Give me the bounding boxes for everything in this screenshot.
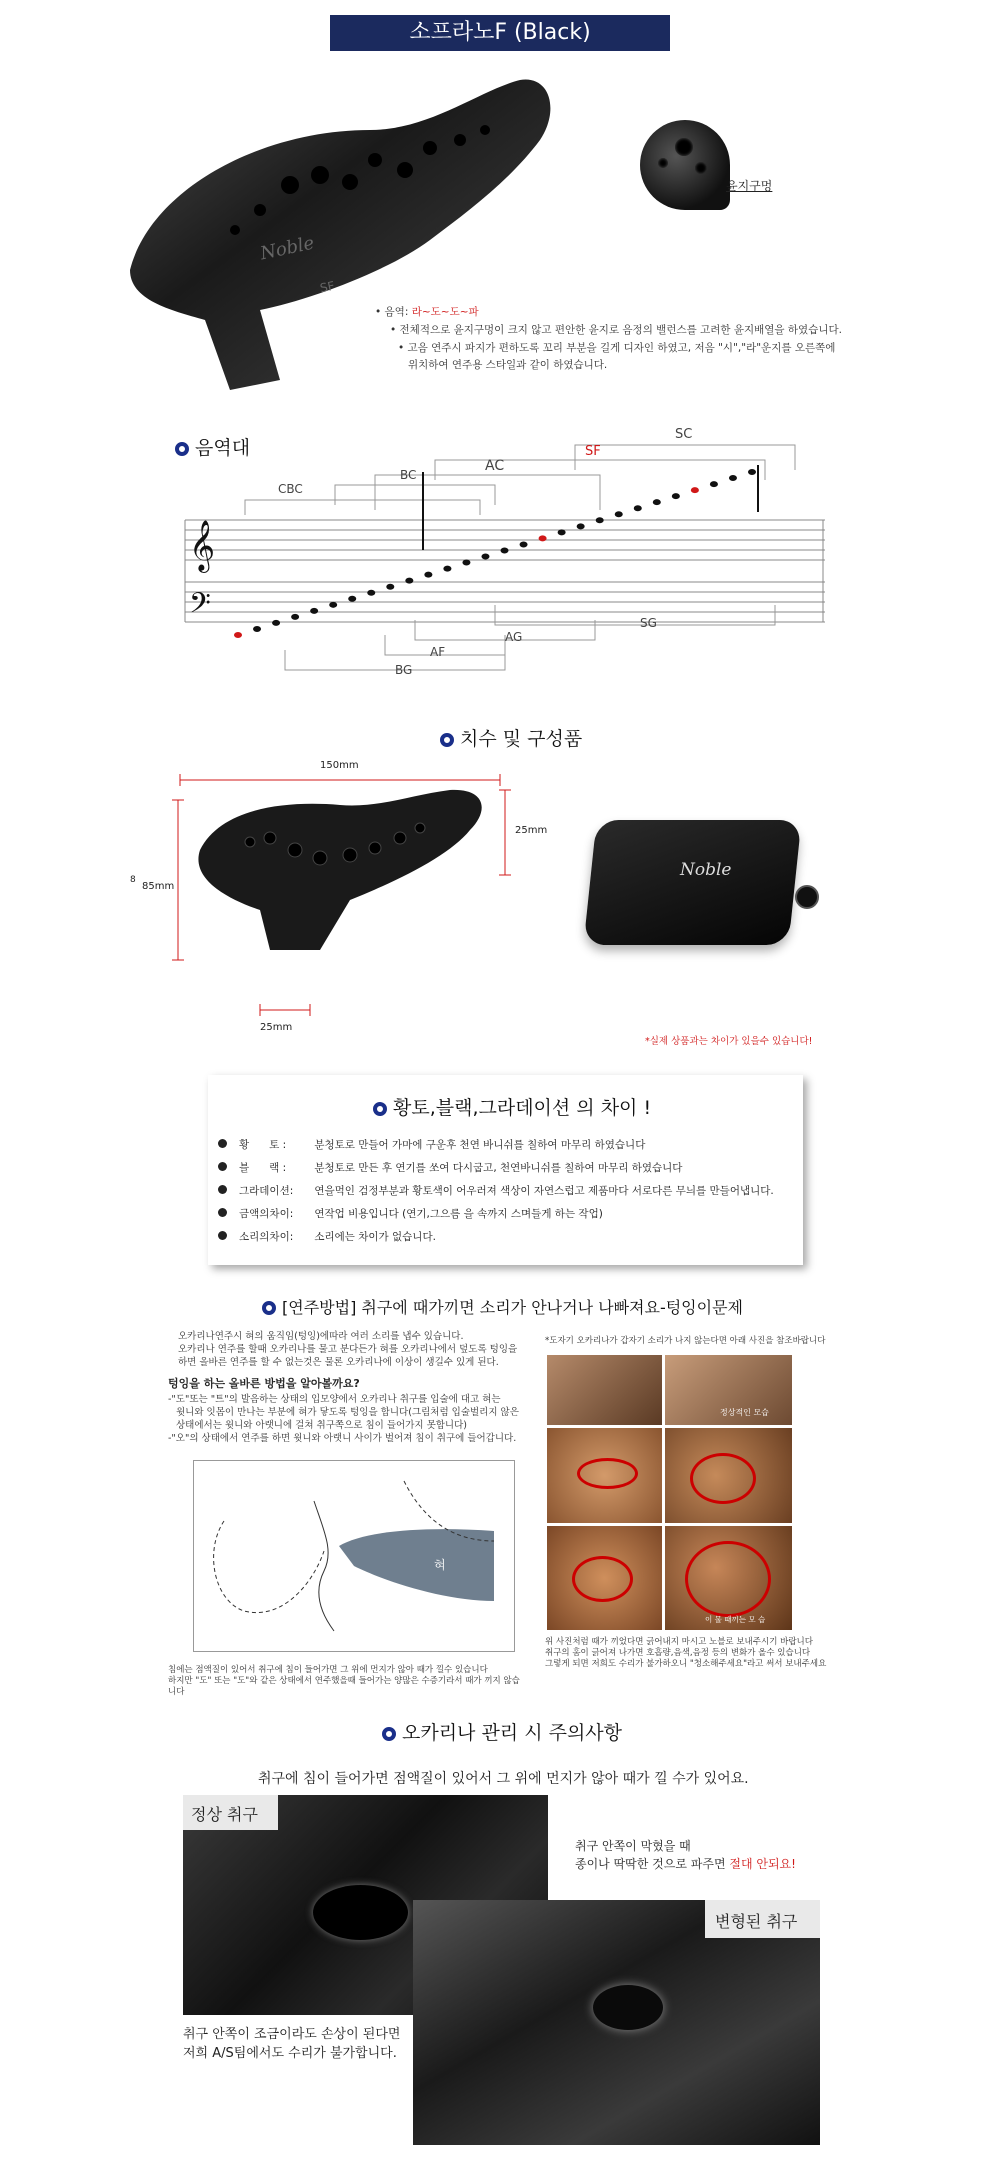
range-label-ac: AC: [485, 458, 505, 474]
carry-case-photo: [590, 800, 820, 950]
note-dot: [291, 614, 299, 620]
note-dot: [596, 517, 604, 523]
circle-icon: [373, 1102, 387, 1116]
photo-middle-right: [665, 1428, 792, 1523]
note-dot: [748, 469, 756, 475]
difference-row: 블 랙 : 분청토로 만든 후 연기를 쏘여 다시굽고, 천연바니쉬를 칠하여 마무리 하였습니다: [218, 1160, 798, 1183]
note-dot: [272, 620, 280, 626]
windway-label: 윤지구멍: [726, 179, 773, 193]
deformed-windway-photo: [413, 1900, 820, 2145]
range-label-af: AF: [430, 645, 446, 659]
feature-range: [375, 305, 479, 320]
normal-windway-label: 정상 취구: [191, 1805, 258, 1824]
case-brand: Noble: [680, 860, 732, 880]
difference-row: 금액의차이: 연작업 비용입니다 (연기,그으름 을 속까지 스며들게 하는 작업): [218, 1206, 798, 1229]
photo-bottom-right: [665, 1526, 792, 1630]
side-mark: 8: [130, 875, 136, 885]
note-dot: [310, 608, 318, 614]
difference-row: 황 토 : 분청토로 만들어 가마에 구운후 천연 바니쉬를 칠하여 마무리 하였습니다: [218, 1137, 798, 1160]
note-dot: [634, 505, 642, 511]
note-dot: [577, 523, 585, 529]
note-dot: [462, 560, 470, 566]
note-dot: [329, 602, 337, 608]
care-bottom-note: 취구 안쪽이 조금이라도 손상이 된다면 저희 A/S팀에서도 수리가 불가합니다.: [183, 2027, 401, 2061]
note-dot: [501, 547, 509, 553]
difference-row: 소리의차이: 소리에는 차이가 없습니다.: [218, 1229, 798, 1252]
right-note: *도자기 오카리나가 갑자기 소리가 나지 않는다면 아래 사진을 참조바랍니다: [545, 1336, 826, 1346]
range-value: 라~도~도~파: [411, 306, 479, 318]
model-mark: SF: [318, 278, 336, 296]
note-dot: [691, 487, 699, 493]
normal-windway-label-box: [183, 1795, 278, 1830]
care-warning: 취구 안쪽이 막혔을 때 종이나 딱딱한 것으로 파주면 절대 안되요!: [575, 1839, 796, 1871]
feature-line-3: 위치하여 연주용 스타일과 같이 하였습니다.: [408, 359, 608, 371]
photo-top-left: [547, 1355, 662, 1425]
photo-top-right: [665, 1355, 792, 1425]
dimension-drawing: [120, 760, 560, 1040]
playing-section-title: [연주방법] 취구에 때가끼면 소리가 안나거나 나빠져요-텅잉이문제: [262, 1295, 743, 1318]
range-label-sc: SC: [675, 427, 693, 442]
range-label-bg: BG: [395, 663, 413, 677]
photo-caption-normal: 정상적인 모습: [720, 1408, 769, 1417]
photo-bottom-left: [547, 1526, 662, 1630]
note-dot: [234, 632, 242, 638]
note-dot: [405, 578, 413, 584]
tongue-diagram: [193, 1460, 515, 1652]
svg-text:𝄢: 𝄢: [189, 587, 211, 627]
range-label-ag: AG: [505, 630, 523, 644]
deformed-windway-label-box: [705, 1900, 820, 1938]
page-title: 소프라노F (Black): [330, 15, 670, 51]
note-dot: [443, 566, 451, 572]
difference-box: [208, 1075, 803, 1265]
range-label-bc: BC: [400, 468, 417, 482]
tongue-label: 혀: [434, 1558, 446, 1572]
circle-icon: [382, 1727, 396, 1741]
note-dot: [367, 590, 375, 596]
care-section-title: 오카리나 관리 시 주의사항: [382, 1718, 622, 1745]
strap-icon: [795, 885, 819, 909]
range-staff-diagram: [175, 420, 835, 690]
playing-footnote: 침에는 점액질이 있어서 취구에 침이 들어가면 그 위에 먼지가 않아 때가 낄수 있습니다 하지만 "도" 또는 "도"와 같은 상태에서 연주했을때 들어가는 양많은 수증기라서 때가 끼지 않습니다: [168, 1665, 520, 1697]
photo-caption-dirty: 이 물 때끼는 모 습: [705, 1615, 766, 1624]
disclaimer: *실제 상품과는 차이가 있을수 있습니다!: [645, 1036, 813, 1047]
playing-intro: 오카리나연주시 혀의 움직임(텅잉)에따라 여러 소리를 냅수 있습니다. 오카리나 연주를 할때 오카리나를 물고 분다든가 혀를 오카리나에서 덮도록 텅잉을 하면 올바른 연주를 할 수 없는것은 물론 오카리나에 이상이 생길수 있게 된다.: [178, 1331, 518, 1368]
length-label: 150mm: [320, 760, 359, 771]
feature-line-1: • 전체적으로 윤지구멍이 크지 않고 편안한 윤지로 음정의 밸런스를 고려한 윤지배열을 하였습니다.: [390, 324, 842, 336]
note-dot: [539, 535, 547, 541]
range-label-cbc: CBC: [278, 482, 303, 496]
range-section-title: 음역대: [175, 433, 250, 460]
photo-middle-left: [547, 1428, 662, 1523]
feature-line-2: • 고음 연주시 파지가 편하도록 꼬리 부분을 길게 디자인 하였고, 저음 "시","라"운지를 오른쪽에: [398, 342, 836, 354]
windway-photo-grid: [547, 1355, 792, 1630]
note-dot: [481, 554, 489, 560]
care-lead: 취구에 침이 들어가면 점액질이 있어서 그 위에 먼지가 않아 때가 낄 수가 있어요.: [258, 1771, 749, 1787]
playing-subhead: 텅잉을 하는 올바른 방법을 알아볼까요?: [168, 1377, 360, 1390]
note-dot: [520, 541, 528, 547]
note-dot: [615, 511, 623, 517]
deformed-windway-label: 변형된 취구: [715, 1912, 798, 1931]
range-label-sf: SF: [585, 444, 601, 459]
dimensions-section-title: 치수 및 구성품: [440, 724, 582, 751]
svg-text:𝄞: 𝄞: [189, 520, 216, 571]
note-dot: [424, 572, 432, 578]
circle-icon: [440, 733, 454, 747]
difference-list: [218, 1137, 798, 1252]
right-footnote: 위 사진처럼 때가 끼었다면 긁어내지 마시고 노블로 보내주시기 바랍니다 취구의 홈이 긁어져 나가면 호흡량,음색,음정 등의 변화가 올수 있습니다 그렇게 되면 저희도 수리가 불가하오니 "청소해주세요"라고 써서 보내주세요: [545, 1637, 827, 1669]
note-dot: [729, 475, 737, 481]
height-label: 85mm: [142, 881, 175, 892]
difference-title: 황토,블랙,그라데이션 의 차이 !: [373, 1093, 651, 1120]
range-label-sg: SG: [640, 616, 657, 630]
note-dot: [348, 596, 356, 602]
tail-label: 25mm: [515, 825, 548, 836]
circle-icon: [262, 1301, 276, 1315]
note-dot: [672, 493, 680, 499]
note-dot: [386, 584, 394, 590]
note-dot: [653, 499, 661, 505]
note-dot: [710, 481, 718, 487]
windway-detail-photo: [640, 120, 730, 210]
mouth-label: 25mm: [260, 1022, 293, 1033]
note-dot: [253, 626, 261, 632]
note-dot: [558, 529, 566, 535]
playing-steps: -"도"또는 "트"의 발음하는 상태의 입모양에서 오카리나 취구를 입술에 대고 혀는 윗니와 잇몸이 만나는 부분에 혀가 닿도록 텅잉을 합니다(그림처럼 입술벌리지 않은 상태에서는 윗니와 아랫니에 걸쳐 취구쪽으로 침이 들어가지 못합니다) -"오"의 상태에서 연주를 하면 윗니와 아랫니 사이가 벌어져 침이 취구에 들어갑니다.: [168, 1394, 519, 1444]
difference-row: 그라데이션: 연을먹인 검정부분과 황토색이 어우러져 색상이 자연스럽고 제품마다 서로다른 무늬를 만들어냅니다.: [218, 1183, 798, 1206]
range-prefix: • 음역:: [375, 306, 412, 318]
brand-mark: Noble: [258, 232, 317, 265]
